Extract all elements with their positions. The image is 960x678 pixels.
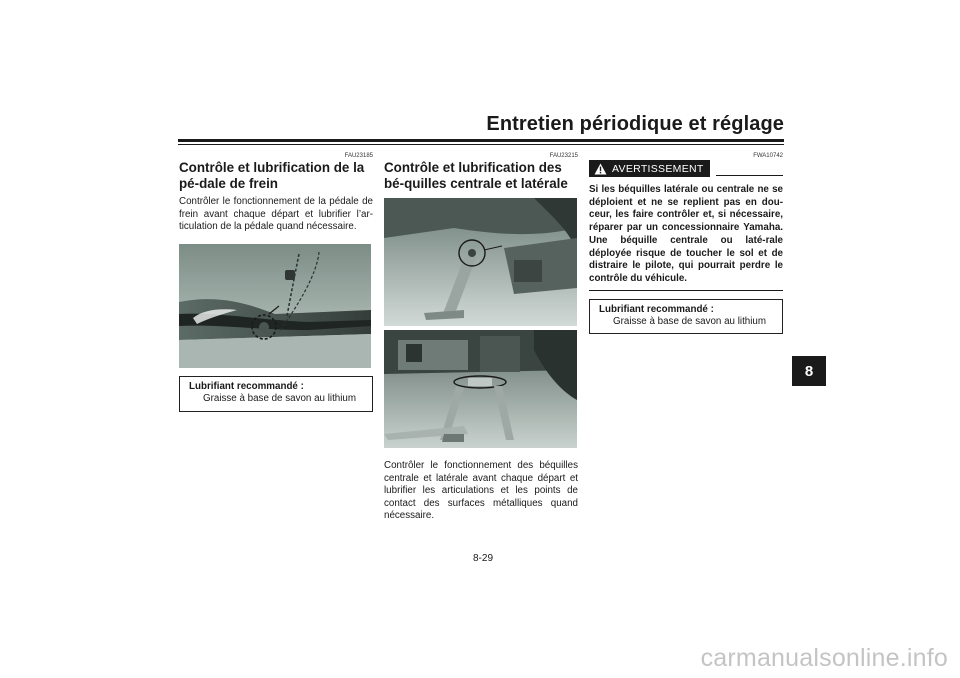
section-body-brake-pedal: Contrôler le fonctionnement de la pédale de frein avant chaque départ et lubrifier l’ar-ticulation de la pédale quand nécessaire. [179, 196, 373, 233]
section-heading-brake-pedal: Contrôle et lubrification de la pé-dale de frein [179, 160, 365, 191]
header-rule [178, 139, 784, 142]
centerstand-illustration [384, 330, 577, 448]
lubricant-value: Graisse à base de savon au lithium [613, 316, 767, 328]
lubricant-label: Lubrifiant recommandé : [599, 303, 714, 315]
left-column [179, 152, 373, 412]
warning-text: Si les béquilles latérale ou centrale ne se déploient et ne se replient pas en dou-ceur, les faire contrôler et, si nécessaire, réparer par un concessionnaire Yamaha. Une béquille centrale ou laté-rale déployée risque de toucher le sol et de distraire le pilote, qui pourrait perdre le contrôle du véhicule. [589, 184, 783, 284]
section-code: FAU23215 [549, 153, 578, 159]
page-header-title: Entretien périodique et réglage [486, 113, 784, 135]
chapter-tab[interactable]: 8 [792, 356, 826, 386]
middle-column [384, 152, 578, 523]
warning-end-rule [589, 290, 783, 291]
warning-header [589, 160, 783, 177]
lubricant-value: Graisse à base de savon au lithium [203, 393, 357, 405]
watermark: carmanualsonline.info [700, 644, 948, 672]
page-number: 8-29 [472, 553, 493, 564]
recommended-lubricant-box [179, 376, 373, 412]
warning-code: FWA10742 [753, 153, 783, 159]
warning-badge [589, 160, 710, 177]
right-column [589, 152, 783, 334]
lubricant-label: Lubrifiant recommandé : [189, 380, 304, 392]
warning-triangle-icon [594, 163, 607, 175]
sidestand-illustration [384, 198, 577, 326]
recommended-lubricant-box [589, 299, 783, 335]
brake-pedal-illustration [179, 244, 371, 368]
section-heading-stands: Contrôle et lubrification des bé-quilles centrale et latérale [384, 160, 568, 191]
warning-header-rule [716, 175, 783, 176]
header-rule-thin [178, 144, 784, 145]
section-code: FAU23185 [344, 153, 373, 159]
section-body-stands: Contrôler le fonctionnement des béquilles centrale et latérale avant chaque départ et lubrifier les articulations et les points de contact des surfaces métalliques quand nécessaire. [384, 460, 578, 522]
warning-label: AVERTISSEMENT [612, 162, 704, 175]
